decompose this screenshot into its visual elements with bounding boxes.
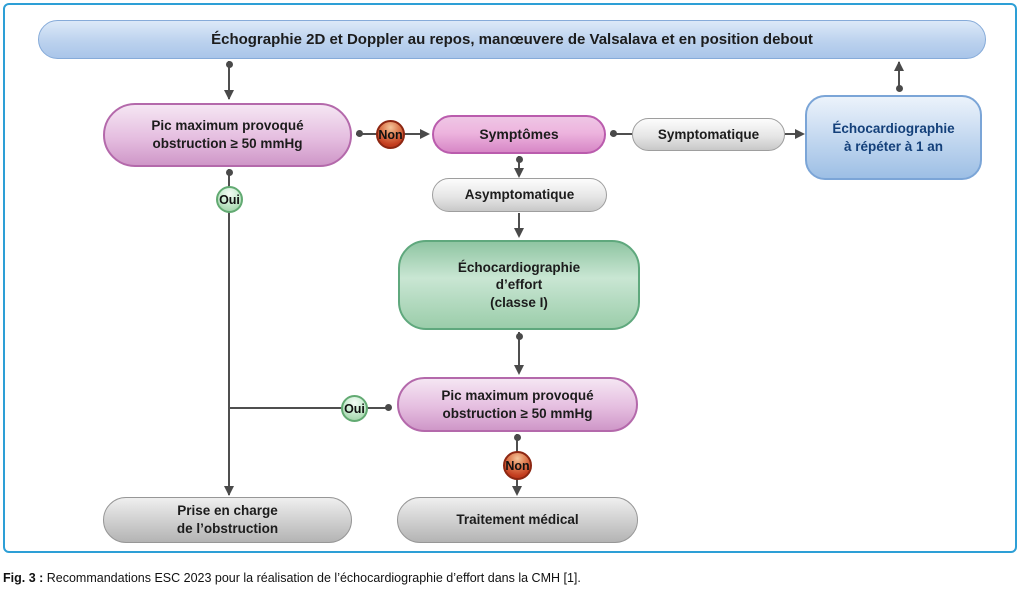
badge-non-exercise [503,451,532,480]
figure-caption [3,571,581,585]
node-echo-repeat [805,95,982,180]
badge-non-exercise-label: Non [505,458,530,473]
exercise-echo-label: Échocardiographie d’effort (classe I) [457,259,581,310]
symptomatic-label: Symptomatique [657,126,760,142]
node-asymptomatic [432,178,607,212]
badge-oui-rest-label: Oui [219,192,240,207]
arrowhead-down-icon [514,365,524,375]
node-symptomatic [632,118,785,151]
connector-dot [226,61,233,68]
node-peak-rest [103,103,352,167]
node-medical-treatment [397,497,638,543]
badge-oui-exercise-label: Oui [344,401,365,416]
echo-repeat-label: Échocardiographie à répéter à 1 an [832,120,955,154]
node-obstruction-management [103,497,352,543]
arrowhead-right-icon [795,129,805,139]
peak-exercise-label: Pic maximum provoqué obstruction ≥ 50 mmHg [441,387,594,421]
arrowhead-right-icon [420,129,430,139]
node-exercise-echo [398,240,640,330]
badge-non-rest-label: Non [378,127,403,142]
connector-dot [514,434,521,441]
connector-dot [896,85,903,92]
top-banner-label: Échographie 2D et Doppler au repos, manœuvere de Valsalava et en position debout [211,30,813,48]
obstruction-management-label: Prise en charge de l’obstruction [176,503,279,536]
figure-caption-prefix: Fig. 3 : [3,571,44,585]
connector-peak-rest-to-obstruction-management [228,169,230,495]
figure-caption-text: Recommandations ESC 2023 pour la réalisation de l’échocardiographie d’effort dans la CMH [1]. [43,571,581,585]
badge-non-rest [376,120,405,149]
arrowhead-up-icon [894,61,904,71]
badge-oui-exercise [341,395,368,422]
symptoms-label: Symptômes [479,126,559,143]
connector-dot [516,156,523,163]
arrowhead-down-icon [224,486,234,496]
arrowhead-down-icon [224,90,234,100]
arrowhead-down-icon [514,168,524,178]
asymptomatic-label: Asymptomatique [464,187,575,203]
badge-oui-rest [216,186,243,213]
connector-dot [356,130,363,137]
medical-treatment-label: Traitement médical [456,512,579,528]
arrowhead-down-icon [512,486,522,496]
connector-dot [516,333,523,340]
node-top-banner [38,20,986,59]
connector-dot [610,130,617,137]
node-symptoms [432,115,606,154]
peak-rest-label: Pic maximum provoqué obstruction ≥ 50 mmHg [151,118,304,151]
arrowhead-down-icon [514,228,524,238]
connector-dot [385,404,392,411]
connector-dot [226,169,233,176]
node-peak-exercise [397,377,638,432]
